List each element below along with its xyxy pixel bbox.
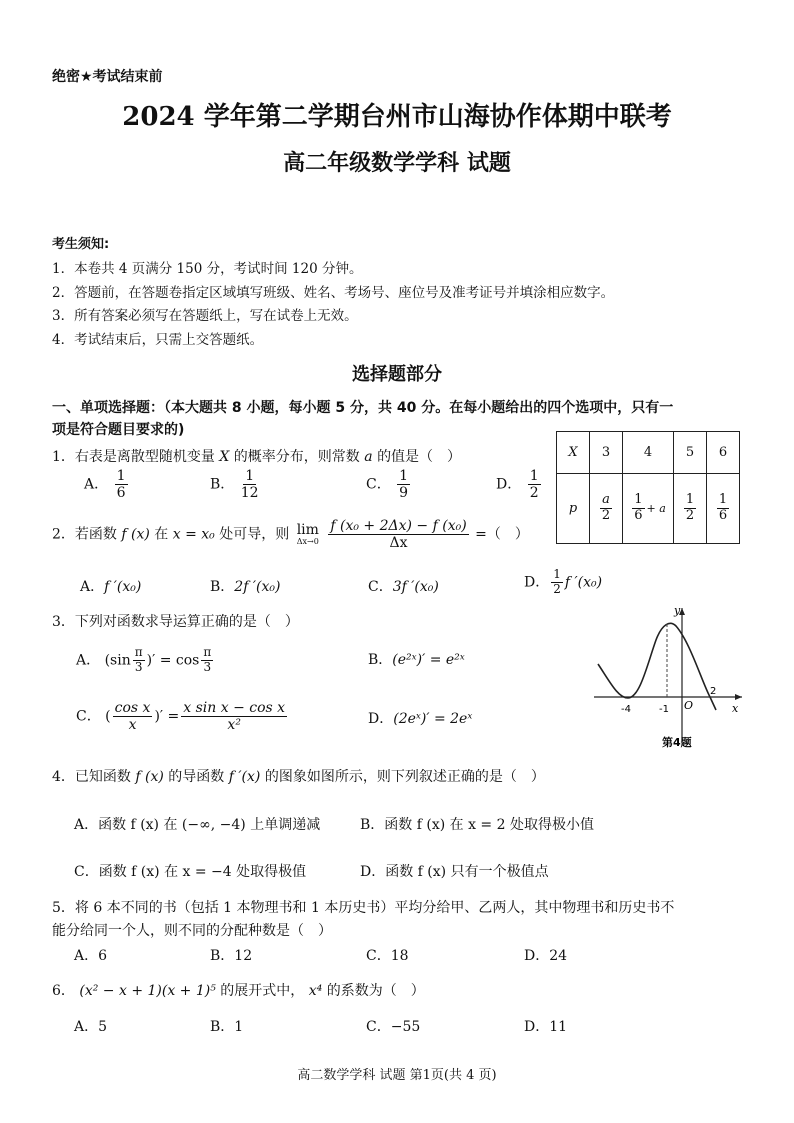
denominator: 3: [134, 659, 143, 674]
table-header-cell: 3: [590, 432, 623, 474]
numerator: 1: [553, 567, 561, 581]
option-label: A．: [84, 476, 109, 493]
lim-subscript: Δx→0: [296, 536, 319, 546]
q3-option-b: [368, 649, 465, 669]
numerator: f (x₀ + 2Δx) − f (x₀): [330, 518, 467, 534]
q1-option-b: [210, 468, 261, 501]
q4-stem-text: 4．已知函数: [52, 769, 131, 785]
option-math: (e²ˣ)′ = e²ˣ: [392, 652, 465, 668]
q5-stem-line2: 能分给同一个人，则不同的分配种数是（ ）: [52, 923, 332, 939]
denominator: 2: [685, 508, 695, 523]
secret-label: 绝密★考试结束前: [52, 69, 163, 85]
denominator: x²: [227, 717, 241, 734]
fraction: [528, 468, 541, 501]
q4-option-c: C．函数 f (x) 在 x = −4 处取得极值: [74, 864, 307, 880]
q5-option-b: B．12: [210, 948, 253, 964]
q1-stem-text: 的概率分布，则常数: [233, 449, 360, 465]
fraction: [241, 468, 259, 501]
q1-option-d: [496, 468, 543, 501]
q6-stem-text: 的展开式中，: [220, 983, 305, 999]
table-header-cell: 4: [623, 432, 674, 474]
option-label: C．: [368, 579, 393, 595]
numerator: 1: [529, 468, 539, 484]
q4-option-b: B．函数 f (x) 在 x = 2 处取得极小值: [360, 817, 594, 833]
notice-item: 3．所有答案必须写在答题纸上，写在试卷上无效。: [52, 308, 358, 324]
option-label: A．: [80, 579, 105, 595]
option-label: D．: [524, 574, 550, 591]
numerator: x sin x − cos x: [183, 700, 286, 716]
x-axis-arrow: [735, 694, 742, 700]
cell-text: p: [568, 501, 578, 516]
q1-option-a: [84, 468, 130, 501]
numerator: π: [203, 645, 212, 659]
q5-option-c: C．18: [366, 948, 409, 964]
q1-option-c: [366, 468, 412, 501]
numerator: 1: [718, 492, 728, 508]
option-math: )′ =: [154, 708, 180, 725]
q2-stem-text: 在: [154, 526, 169, 543]
table-header-cell: 5: [674, 432, 707, 474]
x-label: x: [732, 702, 739, 715]
q2-stem-text: 2．若函数: [52, 526, 117, 543]
y-label: y: [674, 604, 681, 617]
q2-option-d: [524, 568, 602, 597]
numerator: a: [602, 492, 610, 508]
option-label: B．: [210, 579, 235, 595]
q6-option-c: C．−55: [366, 1019, 421, 1035]
denominator: 2: [601, 508, 611, 523]
math-condition: x = x₀: [172, 526, 215, 543]
option-label: A．: [76, 652, 101, 669]
math-term: x⁴: [308, 983, 323, 999]
q6-option-d: D．11: [524, 1019, 568, 1035]
part-heading-line1: 一、单项选择题：（本大题共 8 小题，每小题 5 分，共 40 分。在每小题给出的四个选项中，只有一: [52, 400, 674, 416]
numerator: 1: [399, 468, 409, 484]
fraction: [551, 568, 563, 597]
fraction: [717, 493, 729, 524]
denominator: x: [128, 717, 137, 734]
option-label: B．: [368, 652, 393, 668]
math-fpx: f ′(x): [228, 769, 261, 785]
denominator: 3: [203, 659, 212, 674]
q1-stem-text: 的值是（ ）: [377, 449, 462, 465]
fraction: [684, 493, 696, 524]
fraction: [632, 493, 644, 524]
part-heading-line2: 项是符合题目要求的): [52, 422, 185, 438]
denominator: 12: [240, 485, 259, 502]
option-math: 2f ′(x₀): [234, 579, 281, 595]
exam-title: 2024 学年第二学期台州市山海协作体期中联考: [122, 102, 672, 132]
q1-stem: [52, 446, 461, 466]
q4-stem-text: 的图象如图所示，则下列叙述正确的是（ ）: [264, 769, 545, 785]
q1-stem-text: 1．右表是离散型随机变量: [52, 449, 215, 465]
table-cell: [557, 474, 590, 544]
q3-stem: 3．下列对函数求导运算正确的是（ ）: [52, 614, 299, 630]
q4-stem: [52, 766, 545, 786]
var-x: X: [219, 449, 230, 465]
fraction: [600, 493, 612, 524]
denominator: 2: [553, 581, 561, 596]
table-header-cell: 6: [707, 432, 740, 474]
denominator: 6: [718, 508, 728, 523]
q3-option-c: C． ( $\frac{\text{cos x}}{x}$ )′ = $\frac{\text{x sin x − cos x}}{\text{x²}}$: [76, 700, 286, 734]
q2-option-b: [210, 576, 280, 596]
option-label: C．: [366, 476, 391, 493]
derivative-graph: [590, 602, 750, 752]
option-label: D．: [496, 476, 522, 493]
q2-stem-text: 处可导，则: [219, 526, 290, 543]
q5-option-a: A．6: [74, 948, 108, 964]
q6-option-a: A．5: [74, 1019, 108, 1035]
notice-item: 1．本卷共 4 页满分 150 分，考试时间 120 分钟。: [52, 261, 363, 277]
numerator: 1: [116, 468, 126, 484]
q6-stem-text: 6．: [52, 983, 75, 999]
numerator: 1: [245, 468, 255, 484]
numerator: cos x: [114, 700, 151, 716]
q3-option-d: [368, 708, 472, 728]
math-expression: (x² − x + 1)(x + 1)⁵: [79, 983, 216, 999]
origin-label: O: [684, 699, 694, 712]
lim-text: lim: [296, 522, 319, 539]
var-a: a: [364, 449, 373, 465]
denominator: 6: [634, 508, 643, 523]
fraction: [397, 468, 410, 501]
numerator: 1: [634, 492, 643, 508]
tick-label: 2: [710, 686, 717, 697]
numerator: π: [134, 645, 143, 659]
option-math: )′ = cos: [146, 652, 200, 669]
limit-fraction: [328, 518, 468, 551]
q4-stem-text: 的导函数: [168, 769, 225, 785]
math-fx: f (x): [121, 526, 150, 543]
q2-stem: [52, 518, 529, 551]
option-label: B．: [210, 476, 235, 493]
section-title: 选择题部分: [352, 364, 442, 385]
fraction: [115, 468, 128, 501]
q2-option-c: [368, 576, 439, 596]
distribution-table: [556, 431, 740, 544]
q5-stem-line1: 5．将 6 本不同的书（包括 1 本物理书和 1 本历史书）平均分给甲、乙两人，其中物理书和历史书不: [52, 900, 675, 916]
math-fx: f (x): [135, 769, 164, 785]
fraction: [133, 646, 145, 675]
exam-subtitle: 高二年级数学学科 试题: [283, 150, 511, 176]
table-header-cell: [557, 432, 590, 474]
table-cell: [623, 474, 674, 544]
notice-item: 2．答题前，在答题卷指定区域填写班级、姓名、考场号、座位号及准考证号并填涂相应数字。: [52, 285, 615, 301]
table-cell: [674, 474, 707, 544]
notice-item: 4．考试结束后，只需上交答题纸。: [52, 332, 264, 348]
option-math: f ′(x₀): [104, 579, 142, 595]
table-cell: [707, 474, 740, 544]
figure-caption: 第4题: [662, 736, 692, 749]
denominator: 9: [399, 485, 409, 502]
option-label: C．: [76, 708, 101, 725]
option-math: (sin: [104, 652, 131, 669]
q6-option-b: B．1: [210, 1019, 244, 1035]
q6-stem: [52, 980, 425, 1000]
fraction: [113, 700, 153, 733]
q6-stem-text: 的系数为（ ）: [326, 983, 425, 999]
option-label: D．: [368, 711, 394, 727]
numerator: 1: [685, 492, 695, 508]
tick-label: -4: [621, 704, 631, 715]
denominator: Δx: [389, 535, 408, 552]
q4-option-a: A．函数 f (x) 在 (−∞, −4) 上单调递减: [74, 817, 321, 833]
q3-option-a: [76, 646, 215, 675]
q4-option-d: D．函数 f (x) 只有一个极值点: [360, 864, 549, 880]
fraction: [201, 646, 213, 675]
option-math: 3f ′(x₀): [392, 579, 439, 595]
option-math: f ′(x₀): [564, 574, 603, 591]
table-cell: [590, 474, 623, 544]
tick-label: -1: [659, 704, 669, 715]
limit-symbol: [297, 523, 319, 546]
q2-stem-text: =（ ）: [475, 526, 529, 543]
q2-option-a: [80, 576, 141, 596]
denominator: 2: [529, 485, 539, 502]
cell-text: X: [568, 445, 578, 460]
denominator: 6: [116, 485, 126, 502]
fraction: [181, 700, 287, 733]
cell-text: + a: [646, 502, 666, 515]
page-footer: 高二数学学科 试题 第1页(共 4 页): [297, 1068, 497, 1083]
option-math: (2eˣ)′ = 2eˣ: [393, 711, 473, 727]
notice-heading: 考生须知:: [52, 237, 110, 252]
q5-option-d: D．24: [524, 948, 568, 964]
